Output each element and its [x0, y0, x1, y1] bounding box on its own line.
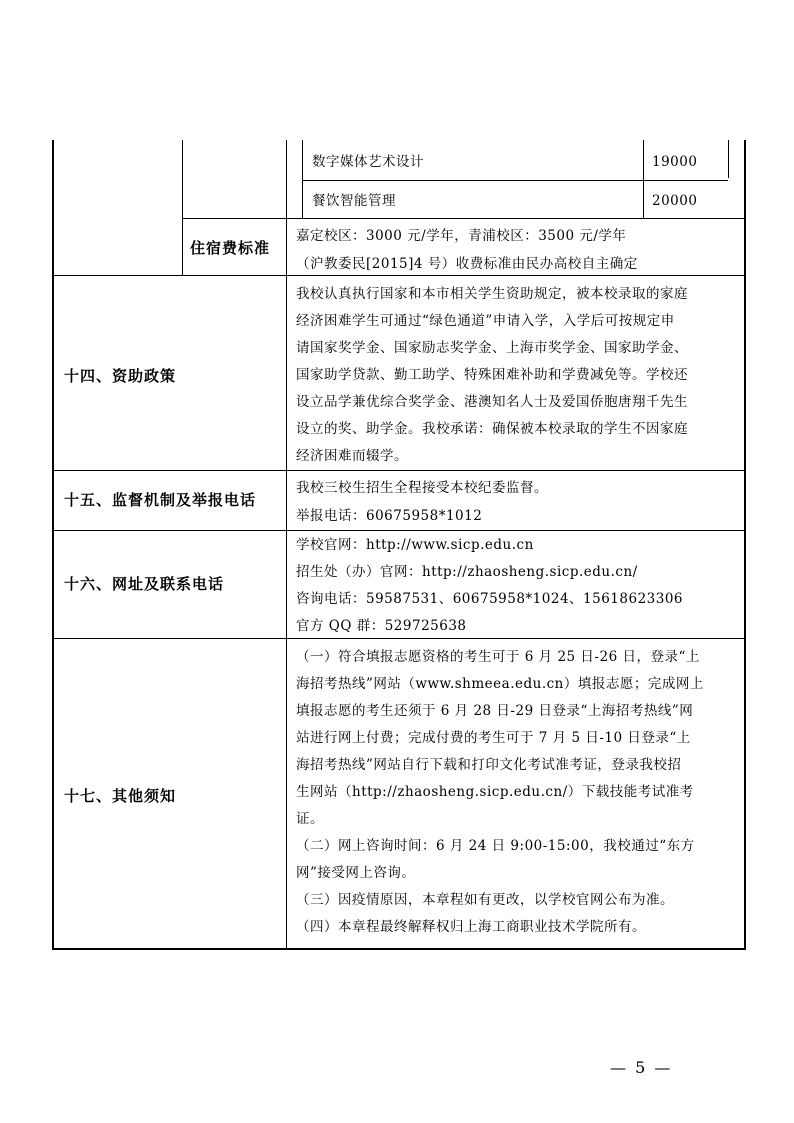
body-line: 设立品学兼优综合奖学金、港澳知名人士及爱国侨胞唐翔千先生 [296, 394, 688, 410]
fee-row-major: 数字媒体艺术设计 [312, 154, 424, 170]
body-line: （二）网上咨询时间：6 月 24 日 9:00-15:00，我校通过“东方 [296, 838, 695, 854]
section-title: 十六、网址及联系电话 [64, 575, 225, 593]
body-line: 海招考热线”网站自行下载和打印文化考试准考证，登录我校招 [296, 757, 682, 773]
section-title: 十五、监督机制及举报电话 [64, 491, 257, 509]
accommodation-line: （沪教委民[2015]4 号）收费标准由民办高校自主确定 [296, 256, 638, 272]
col-divider-1 [182, 140, 183, 275]
fee-row-amount: 19000 [652, 154, 698, 170]
row-divider-15 [52, 470, 744, 471]
accommodation-line: 嘉定校区：3000 元/学年，青浦校区：3500 元/学年 [296, 228, 627, 244]
body-line: 站进行网上付费；完成付费的考生可于 7 月 5 日-10 日登录“上 [296, 730, 691, 746]
body-line: 填报志愿的考生还须于 6 月 28 日-29 日登录“上海招考热线”网 [296, 703, 694, 719]
body-line: （四）本章程最终解释权归上海工商职业技术学院所有。 [296, 919, 646, 935]
body-line: 证。 [296, 811, 324, 827]
body-line: 我校三校生招生全程接受本校纪委监督。 [296, 480, 548, 496]
body-line: 我校认真执行国家和本市相关学生资助规定，被本校录取的家庭 [296, 286, 688, 302]
fee-row-major: 餐饮智能管理 [312, 193, 396, 209]
body-line: 生网站（http://zhaosheng.sicp.edu.cn/）下载技能考试准考 [296, 784, 694, 800]
qq-group-line: 官方 QQ 群：529725638 [296, 618, 467, 634]
row-divider-14 [52, 275, 744, 276]
section-title: 十七、其他须知 [64, 787, 177, 805]
table-border-bottom [52, 948, 746, 950]
phone-line: 咨询电话：59587531、60675958*1024、15618623306 [296, 591, 684, 607]
body-line: （三）因疫情原因，本章程如有更改，以学校官网公布为准。 [296, 892, 674, 908]
accommodation-label: 住宿费标准 [190, 239, 271, 257]
nested-col-left [302, 140, 303, 218]
page-number: — 5 — [610, 1058, 673, 1077]
nested-row-divider [302, 180, 728, 181]
body-line: 举报电话：60675958*1012 [296, 508, 483, 524]
body-line: 设立的奖、助学金。我校承诺：确保被本校录取的学生不因家庭 [296, 421, 688, 437]
row-divider-17 [52, 638, 744, 639]
body-line: 网”接受网上咨询。 [296, 865, 416, 881]
body-line: 国家助学贷款、勤工助学、特殊困难补助和学费减免等。学校还 [296, 367, 688, 383]
body-line: （一）符合填报志愿资格的考生可于 6 月 25 日-26 日，登录“上 [296, 649, 700, 665]
body-line: 海招考热线”网站（www.shmeea.edu.cn）填报志愿；完成网上 [296, 676, 704, 692]
row-divider-16 [52, 530, 744, 531]
body-line: 经济困难而辍学。 [296, 448, 408, 464]
table-border-right [744, 140, 746, 949]
body-line: 请国家奖学金、国家励志奖学金、上海市奖学金、国家助学金、 [296, 340, 688, 356]
section-title: 十四、资助政策 [64, 367, 177, 385]
fee-row-amount: 20000 [652, 193, 698, 209]
row-divider-accommodation [182, 218, 744, 219]
table-border-left [52, 140, 54, 949]
website-link: 学校官网：http://www.sicp.edu.cn [296, 537, 534, 553]
nested-col-fee [643, 140, 644, 218]
nested-col-right [728, 140, 729, 178]
body-line: 经济困难学生可通过“绿色通道”申请入学，入学后可按规定申 [296, 313, 675, 329]
col-divider-2 [286, 140, 287, 275]
admissions-website-link: 招生处（办）官网：http://zhaosheng.sicp.edu.cn/ [296, 564, 638, 580]
col-divider-3 [286, 275, 287, 949]
